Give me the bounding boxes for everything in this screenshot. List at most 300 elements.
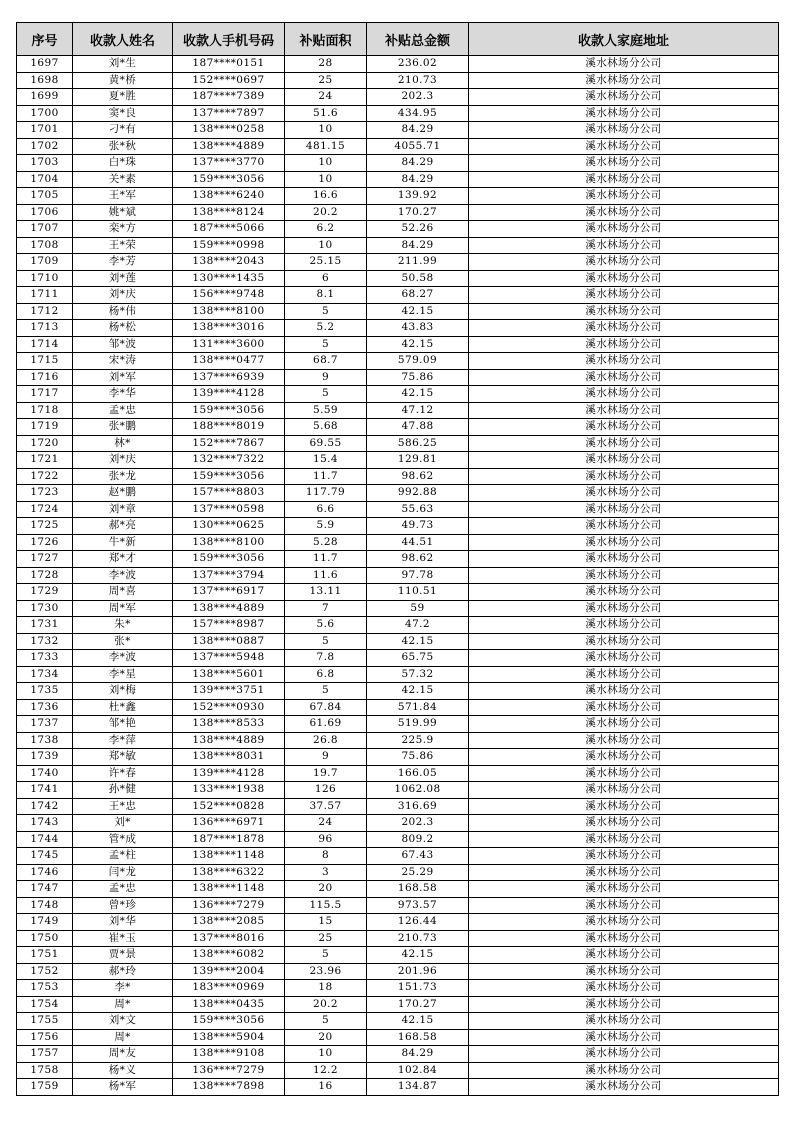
payee-address-cell: 溪水林场分公司 <box>469 419 779 436</box>
payee-phone-cell: 138****1148 <box>173 881 285 898</box>
subsidy-amount-cell: 202.3 <box>367 89 469 106</box>
payee-phone-cell: 152****0930 <box>173 699 285 716</box>
table-row <box>17 485 779 502</box>
serial-number-cell: 1729 <box>17 584 73 601</box>
payee-name-cell: 贾*景 <box>73 947 173 964</box>
payee-address-cell: 溪水林场分公司 <box>469 749 779 766</box>
serial-number-cell: 1750 <box>17 930 73 947</box>
subsidy-amount-cell: 210.73 <box>367 72 469 89</box>
subsidy-area-cell: 20 <box>285 1029 367 1046</box>
subsidy-area-cell: 8 <box>285 848 367 865</box>
subsidy-area-cell: 28 <box>285 56 367 73</box>
serial-number-cell: 1735 <box>17 683 73 700</box>
subsidy-amount-cell: 67.43 <box>367 848 469 865</box>
subsidy-amount-cell: 809.2 <box>367 831 469 848</box>
subsidy-amount-cell: 68.27 <box>367 287 469 304</box>
payee-address-cell: 溪水林场分公司 <box>469 122 779 139</box>
payee-address-cell: 溪水林场分公司 <box>469 171 779 188</box>
payee-phone-cell: 138****4889 <box>173 732 285 749</box>
serial-number-cell: 1738 <box>17 732 73 749</box>
payee-name-cell: 关*素 <box>73 171 173 188</box>
header-serial-number: 序号 <box>17 23 73 56</box>
payee-name-cell: 孟*忠 <box>73 402 173 419</box>
payee-address-cell: 溪水林场分公司 <box>469 1046 779 1063</box>
serial-number-cell: 1754 <box>17 996 73 1013</box>
subsidy-amount-cell: 129.81 <box>367 452 469 469</box>
payee-address-cell: 溪水林场分公司 <box>469 600 779 617</box>
payee-address-cell: 溪水林场分公司 <box>469 72 779 89</box>
payee-phone-cell: 138****8100 <box>173 303 285 320</box>
table-row <box>17 122 779 139</box>
table-row <box>17 848 779 865</box>
serial-number-cell: 1724 <box>17 501 73 518</box>
subsidy-amount-cell: 84.29 <box>367 122 469 139</box>
serial-number-cell: 1723 <box>17 485 73 502</box>
serial-number-cell: 1728 <box>17 567 73 584</box>
table-row <box>17 551 779 568</box>
payee-phone-cell: 136****6971 <box>173 815 285 832</box>
header-payee-phone: 收款人手机号码 <box>173 23 285 56</box>
subsidy-area-cell: 11.7 <box>285 551 367 568</box>
payee-name-cell: 李*芳 <box>73 254 173 271</box>
table-row <box>17 683 779 700</box>
serial-number-cell: 1759 <box>17 1079 73 1096</box>
serial-number-cell: 1734 <box>17 666 73 683</box>
payee-address-cell: 溪水林场分公司 <box>469 237 779 254</box>
payee-name-cell: 周*友 <box>73 1046 173 1063</box>
payee-name-cell: 邹*波 <box>73 336 173 353</box>
subsidy-amount-cell: 42.15 <box>367 683 469 700</box>
subsidy-amount-cell: 98.62 <box>367 468 469 485</box>
payee-name-cell: 杜*鑫 <box>73 699 173 716</box>
payee-name-cell: 栾*方 <box>73 221 173 238</box>
payee-address-cell: 溪水林场分公司 <box>469 864 779 881</box>
subsidy-area-cell: 3 <box>285 864 367 881</box>
subsidy-amount-cell: 571.84 <box>367 699 469 716</box>
subsidy-area-cell: 51.6 <box>285 105 367 122</box>
subsidy-area-cell: 16.6 <box>285 188 367 205</box>
subsidy-area-cell: 5.59 <box>285 402 367 419</box>
payee-phone-cell: 187****7389 <box>173 89 285 106</box>
table-row <box>17 155 779 172</box>
payee-address-cell: 溪水林场分公司 <box>469 815 779 832</box>
payee-address-cell: 溪水林场分公司 <box>469 534 779 551</box>
payee-phone-cell: 188****8019 <box>173 419 285 436</box>
subsidy-amount-cell: 168.58 <box>367 1029 469 1046</box>
table-row <box>17 204 779 221</box>
payee-name-cell: 刘*军 <box>73 369 173 386</box>
payee-name-cell: 赵*鹏 <box>73 485 173 502</box>
table-row <box>17 980 779 997</box>
serial-number-cell: 1698 <box>17 72 73 89</box>
payee-phone-cell: 137****3770 <box>173 155 285 172</box>
subsidy-area-cell: 24 <box>285 815 367 832</box>
payee-name-cell: 闫*龙 <box>73 864 173 881</box>
table-row <box>17 501 779 518</box>
subsidy-amount-cell: 42.15 <box>367 947 469 964</box>
subsidy-amount-cell: 1062.08 <box>367 782 469 799</box>
subsidy-amount-cell: 75.86 <box>367 749 469 766</box>
table-row <box>17 254 779 271</box>
payee-name-cell: 牛*新 <box>73 534 173 551</box>
payee-phone-cell: 138****2085 <box>173 914 285 931</box>
subsidy-amount-cell: 57.32 <box>367 666 469 683</box>
subsidy-amount-cell: 4055.71 <box>367 138 469 155</box>
serial-number-cell: 1748 <box>17 897 73 914</box>
subsidy-area-cell: 10 <box>285 171 367 188</box>
payee-name-cell: 杨*军 <box>73 1079 173 1096</box>
serial-number-cell: 1747 <box>17 881 73 898</box>
table-row <box>17 1029 779 1046</box>
subsidy-amount-cell: 102.84 <box>367 1062 469 1079</box>
payee-phone-cell: 130****1435 <box>173 270 285 287</box>
payee-phone-cell: 139****2004 <box>173 963 285 980</box>
payee-address-cell: 溪水林场分公司 <box>469 1029 779 1046</box>
payee-address-cell: 溪水林场分公司 <box>469 485 779 502</box>
payee-name-cell: 刘* <box>73 815 173 832</box>
table-row <box>17 303 779 320</box>
payee-address-cell: 溪水林场分公司 <box>469 716 779 733</box>
payee-phone-cell: 152****0828 <box>173 798 285 815</box>
payee-phone-cell: 137****7897 <box>173 105 285 122</box>
table-row <box>17 56 779 73</box>
payee-name-cell: 曾*珍 <box>73 897 173 914</box>
payee-name-cell: 刘*华 <box>73 914 173 931</box>
subsidy-amount-cell: 47.12 <box>367 402 469 419</box>
payee-phone-cell: 159****3056 <box>173 1013 285 1030</box>
table-row <box>17 798 779 815</box>
payee-address-cell: 溪水林场分公司 <box>469 402 779 419</box>
payee-phone-cell: 138****8533 <box>173 716 285 733</box>
table-row <box>17 633 779 650</box>
serial-number-cell: 1733 <box>17 650 73 667</box>
payee-phone-cell: 157****8803 <box>173 485 285 502</box>
table-row <box>17 270 779 287</box>
subsidy-amount-cell: 211.99 <box>367 254 469 271</box>
payee-name-cell: 周* <box>73 996 173 1013</box>
subsidy-area-cell: 20.2 <box>285 204 367 221</box>
table-row <box>17 765 779 782</box>
serial-number-cell: 1711 <box>17 287 73 304</box>
serial-number-cell: 1756 <box>17 1029 73 1046</box>
payee-phone-cell: 138****3016 <box>173 320 285 337</box>
payee-name-cell: 王*忠 <box>73 798 173 815</box>
payee-name-cell: 郝*玲 <box>73 963 173 980</box>
serial-number-cell: 1709 <box>17 254 73 271</box>
serial-number-cell: 1740 <box>17 765 73 782</box>
table-row <box>17 138 779 155</box>
payee-phone-cell: 138****7898 <box>173 1079 285 1096</box>
serial-number-cell: 1745 <box>17 848 73 865</box>
payee-phone-cell: 138****5601 <box>173 666 285 683</box>
serial-number-cell: 1702 <box>17 138 73 155</box>
payee-address-cell: 溪水林场分公司 <box>469 254 779 271</box>
header-subsidy-amount: 补贴总金额 <box>367 23 469 56</box>
table-row <box>17 353 779 370</box>
subsidy-amount-cell: 55.63 <box>367 501 469 518</box>
payee-name-cell: 李*华 <box>73 386 173 403</box>
payee-name-cell: 林* <box>73 435 173 452</box>
payee-name-cell: 周*喜 <box>73 584 173 601</box>
payee-phone-cell: 138****0887 <box>173 633 285 650</box>
subsidy-area-cell: 6.8 <box>285 666 367 683</box>
table-row <box>17 732 779 749</box>
subsidy-amount-cell: 42.15 <box>367 336 469 353</box>
subsidy-amount-cell: 84.29 <box>367 171 469 188</box>
subsidy-area-cell: 19.7 <box>285 765 367 782</box>
table-row <box>17 963 779 980</box>
serial-number-cell: 1742 <box>17 798 73 815</box>
subsidy-area-cell: 16 <box>285 1079 367 1096</box>
payee-phone-cell: 137****3794 <box>173 567 285 584</box>
payee-address-cell: 溪水林场分公司 <box>469 155 779 172</box>
subsidy-area-cell: 13.11 <box>285 584 367 601</box>
serial-number-cell: 1727 <box>17 551 73 568</box>
payee-phone-cell: 138****8100 <box>173 534 285 551</box>
payee-name-cell: 郑*敏 <box>73 749 173 766</box>
subsidy-amount-cell: 579.09 <box>367 353 469 370</box>
payee-address-cell: 溪水林场分公司 <box>469 89 779 106</box>
serial-number-cell: 1744 <box>17 831 73 848</box>
subsidy-amount-cell: 973.57 <box>367 897 469 914</box>
payee-name-cell: 孙*健 <box>73 782 173 799</box>
payee-address-cell: 溪水林场分公司 <box>469 551 779 568</box>
payee-phone-cell: 138****6240 <box>173 188 285 205</box>
payee-address-cell: 溪水林场分公司 <box>469 1079 779 1096</box>
payee-phone-cell: 138****6082 <box>173 947 285 964</box>
subsidy-amount-cell: 316.69 <box>367 798 469 815</box>
subsidy-amount-cell: 84.29 <box>367 237 469 254</box>
payee-phone-cell: 131****3600 <box>173 336 285 353</box>
serial-number-cell: 1725 <box>17 518 73 535</box>
payee-name-cell: 李*萍 <box>73 732 173 749</box>
subsidy-area-cell: 117.79 <box>285 485 367 502</box>
payee-name-cell: 刘*莲 <box>73 270 173 287</box>
payee-phone-cell: 183****0969 <box>173 980 285 997</box>
serial-number-cell: 1705 <box>17 188 73 205</box>
table-row <box>17 72 779 89</box>
table-row <box>17 666 779 683</box>
payee-address-cell: 溪水林场分公司 <box>469 914 779 931</box>
payee-name-cell: 许*春 <box>73 765 173 782</box>
subsidy-area-cell: 5 <box>285 947 367 964</box>
subsidy-amount-cell: 170.27 <box>367 996 469 1013</box>
payee-phone-cell: 137****8016 <box>173 930 285 947</box>
table-row <box>17 996 779 1013</box>
payee-phone-cell: 138****0258 <box>173 122 285 139</box>
payee-phone-cell: 138****8124 <box>173 204 285 221</box>
header-payee-address: 收款人家庭地址 <box>469 23 779 56</box>
payee-address-cell: 溪水林场分公司 <box>469 221 779 238</box>
payee-name-cell: 张*龙 <box>73 468 173 485</box>
table-row <box>17 914 779 931</box>
subsidy-amount-cell: 170.27 <box>367 204 469 221</box>
table-row <box>17 320 779 337</box>
subsidy-area-cell: 24 <box>285 89 367 106</box>
subsidy-amount-cell: 47.2 <box>367 617 469 634</box>
payee-phone-cell: 139****3751 <box>173 683 285 700</box>
subsidy-area-cell: 25 <box>285 72 367 89</box>
table-row <box>17 1046 779 1063</box>
table-row <box>17 1062 779 1079</box>
payee-phone-cell: 138****2043 <box>173 254 285 271</box>
payee-phone-cell: 137****6939 <box>173 369 285 386</box>
subsidy-area-cell: 23.96 <box>285 963 367 980</box>
table-row <box>17 815 779 832</box>
serial-number-cell: 1720 <box>17 435 73 452</box>
table-row <box>17 600 779 617</box>
payee-phone-cell: 137****5948 <box>173 650 285 667</box>
payee-name-cell: 王*军 <box>73 188 173 205</box>
serial-number-cell: 1737 <box>17 716 73 733</box>
subsidy-area-cell: 25.15 <box>285 254 367 271</box>
payee-address-cell: 溪水林场分公司 <box>469 303 779 320</box>
payee-phone-cell: 159****3056 <box>173 171 285 188</box>
subsidy-amount-cell: 43.83 <box>367 320 469 337</box>
serial-number-cell: 1706 <box>17 204 73 221</box>
payee-name-cell: 郑*才 <box>73 551 173 568</box>
subsidy-area-cell: 5 <box>285 336 367 353</box>
serial-number-cell: 1721 <box>17 452 73 469</box>
payee-phone-cell: 138****0477 <box>173 353 285 370</box>
subsidy-area-cell: 96 <box>285 831 367 848</box>
header-row <box>17 23 779 56</box>
table-row <box>17 534 779 551</box>
subsidy-amount-cell: 139.92 <box>367 188 469 205</box>
payee-phone-cell: 138****4889 <box>173 138 285 155</box>
payee-name-cell: 窦*良 <box>73 105 173 122</box>
table-row <box>17 386 779 403</box>
subsidy-area-cell: 68.7 <box>285 353 367 370</box>
subsidy-area-cell: 10 <box>285 122 367 139</box>
subsidy-area-cell: 10 <box>285 237 367 254</box>
payee-address-cell: 溪水林场分公司 <box>469 56 779 73</box>
subsidy-amount-cell: 151.73 <box>367 980 469 997</box>
payee-phone-cell: 137****6917 <box>173 584 285 601</box>
subsidy-area-cell: 5.68 <box>285 419 367 436</box>
serial-number-cell: 1708 <box>17 237 73 254</box>
payee-phone-cell: 138****1148 <box>173 848 285 865</box>
subsidy-amount-cell: 236.02 <box>367 56 469 73</box>
payee-address-cell: 溪水林场分公司 <box>469 897 779 914</box>
payee-name-cell: 刘*文 <box>73 1013 173 1030</box>
payee-phone-cell: 136****7279 <box>173 897 285 914</box>
payee-phone-cell: 138****0435 <box>173 996 285 1013</box>
payee-address-cell: 溪水林场分公司 <box>469 732 779 749</box>
subsidy-area-cell: 7 <box>285 600 367 617</box>
subsidy-area-cell: 15.4 <box>285 452 367 469</box>
payee-name-cell: 夏*胜 <box>73 89 173 106</box>
serial-number-cell: 1753 <box>17 980 73 997</box>
serial-number-cell: 1715 <box>17 353 73 370</box>
payee-name-cell: 刁*有 <box>73 122 173 139</box>
payee-name-cell: 周* <box>73 1029 173 1046</box>
subsidy-area-cell: 37.57 <box>285 798 367 815</box>
payee-name-cell: 邹*艳 <box>73 716 173 733</box>
payee-address-cell: 溪水林场分公司 <box>469 996 779 1013</box>
payee-address-cell: 溪水林场分公司 <box>469 765 779 782</box>
payee-name-cell: 郝*亮 <box>73 518 173 535</box>
payee-address-cell: 溪水林场分公司 <box>469 468 779 485</box>
payee-address-cell: 溪水林场分公司 <box>469 848 779 865</box>
payee-address-cell: 溪水林场分公司 <box>469 1062 779 1079</box>
subsidy-area-cell: 61.69 <box>285 716 367 733</box>
subsidy-area-cell: 69.55 <box>285 435 367 452</box>
payee-name-cell: 姚*斌 <box>73 204 173 221</box>
payee-phone-cell: 187****5066 <box>173 221 285 238</box>
payee-name-cell: 李*波 <box>73 650 173 667</box>
payee-phone-cell: 138****4889 <box>173 600 285 617</box>
payee-name-cell: 王*荣 <box>73 237 173 254</box>
subsidy-area-cell: 67.84 <box>285 699 367 716</box>
serial-number-cell: 1730 <box>17 600 73 617</box>
table-row <box>17 369 779 386</box>
table-row <box>17 881 779 898</box>
subsidy-table <box>16 22 779 1096</box>
serial-number-cell: 1717 <box>17 386 73 403</box>
serial-number-cell: 1746 <box>17 864 73 881</box>
subsidy-amount-cell: 47.88 <box>367 419 469 436</box>
subsidy-area-cell: 10 <box>285 1046 367 1063</box>
serial-number-cell: 1716 <box>17 369 73 386</box>
payee-phone-cell: 156****9748 <box>173 287 285 304</box>
table-row <box>17 419 779 436</box>
subsidy-amount-cell: 42.15 <box>367 633 469 650</box>
subsidy-amount-cell: 166.05 <box>367 765 469 782</box>
header-payee-name: 收款人姓名 <box>73 23 173 56</box>
payee-name-cell: 李* <box>73 980 173 997</box>
payee-phone-cell: 159****0998 <box>173 237 285 254</box>
table-row <box>17 287 779 304</box>
serial-number-cell: 1700 <box>17 105 73 122</box>
subsidy-area-cell: 18 <box>285 980 367 997</box>
payee-address-cell: 溪水林场分公司 <box>469 683 779 700</box>
payee-address-cell: 溪水林场分公司 <box>469 980 779 997</box>
payee-address-cell: 溪水林场分公司 <box>469 617 779 634</box>
subsidy-area-cell: 5.6 <box>285 617 367 634</box>
table-row <box>17 716 779 733</box>
subsidy-area-cell: 20.2 <box>285 996 367 1013</box>
payee-address-cell: 溪水林场分公司 <box>469 518 779 535</box>
header-subsidy-area: 补贴面积 <box>285 23 367 56</box>
payee-name-cell: 崔*玉 <box>73 930 173 947</box>
subsidy-area-cell: 5 <box>285 303 367 320</box>
serial-number-cell: 1741 <box>17 782 73 799</box>
serial-number-cell: 1701 <box>17 122 73 139</box>
serial-number-cell: 1726 <box>17 534 73 551</box>
subsidy-area-cell: 25 <box>285 930 367 947</box>
payee-address-cell: 溪水林场分公司 <box>469 336 779 353</box>
subsidy-amount-cell: 98.62 <box>367 551 469 568</box>
payee-address-cell: 溪水林场分公司 <box>469 435 779 452</box>
payee-address-cell: 溪水林场分公司 <box>469 204 779 221</box>
subsidy-area-cell: 6.2 <box>285 221 367 238</box>
subsidy-amount-cell: 586.25 <box>367 435 469 452</box>
payee-name-cell: 李*星 <box>73 666 173 683</box>
subsidy-area-cell: 5 <box>285 683 367 700</box>
serial-number-cell: 1739 <box>17 749 73 766</box>
payee-phone-cell: 138****8031 <box>173 749 285 766</box>
subsidy-area-cell: 10 <box>285 155 367 172</box>
subsidy-amount-cell: 126.44 <box>367 914 469 931</box>
subsidy-amount-cell: 50.58 <box>367 270 469 287</box>
payee-name-cell: 李*波 <box>73 567 173 584</box>
subsidy-amount-cell: 25.29 <box>367 864 469 881</box>
payee-address-cell: 溪水林场分公司 <box>469 1013 779 1030</box>
serial-number-cell: 1749 <box>17 914 73 931</box>
payee-address-cell: 溪水林场分公司 <box>469 699 779 716</box>
payee-address-cell: 溪水林场分公司 <box>469 386 779 403</box>
